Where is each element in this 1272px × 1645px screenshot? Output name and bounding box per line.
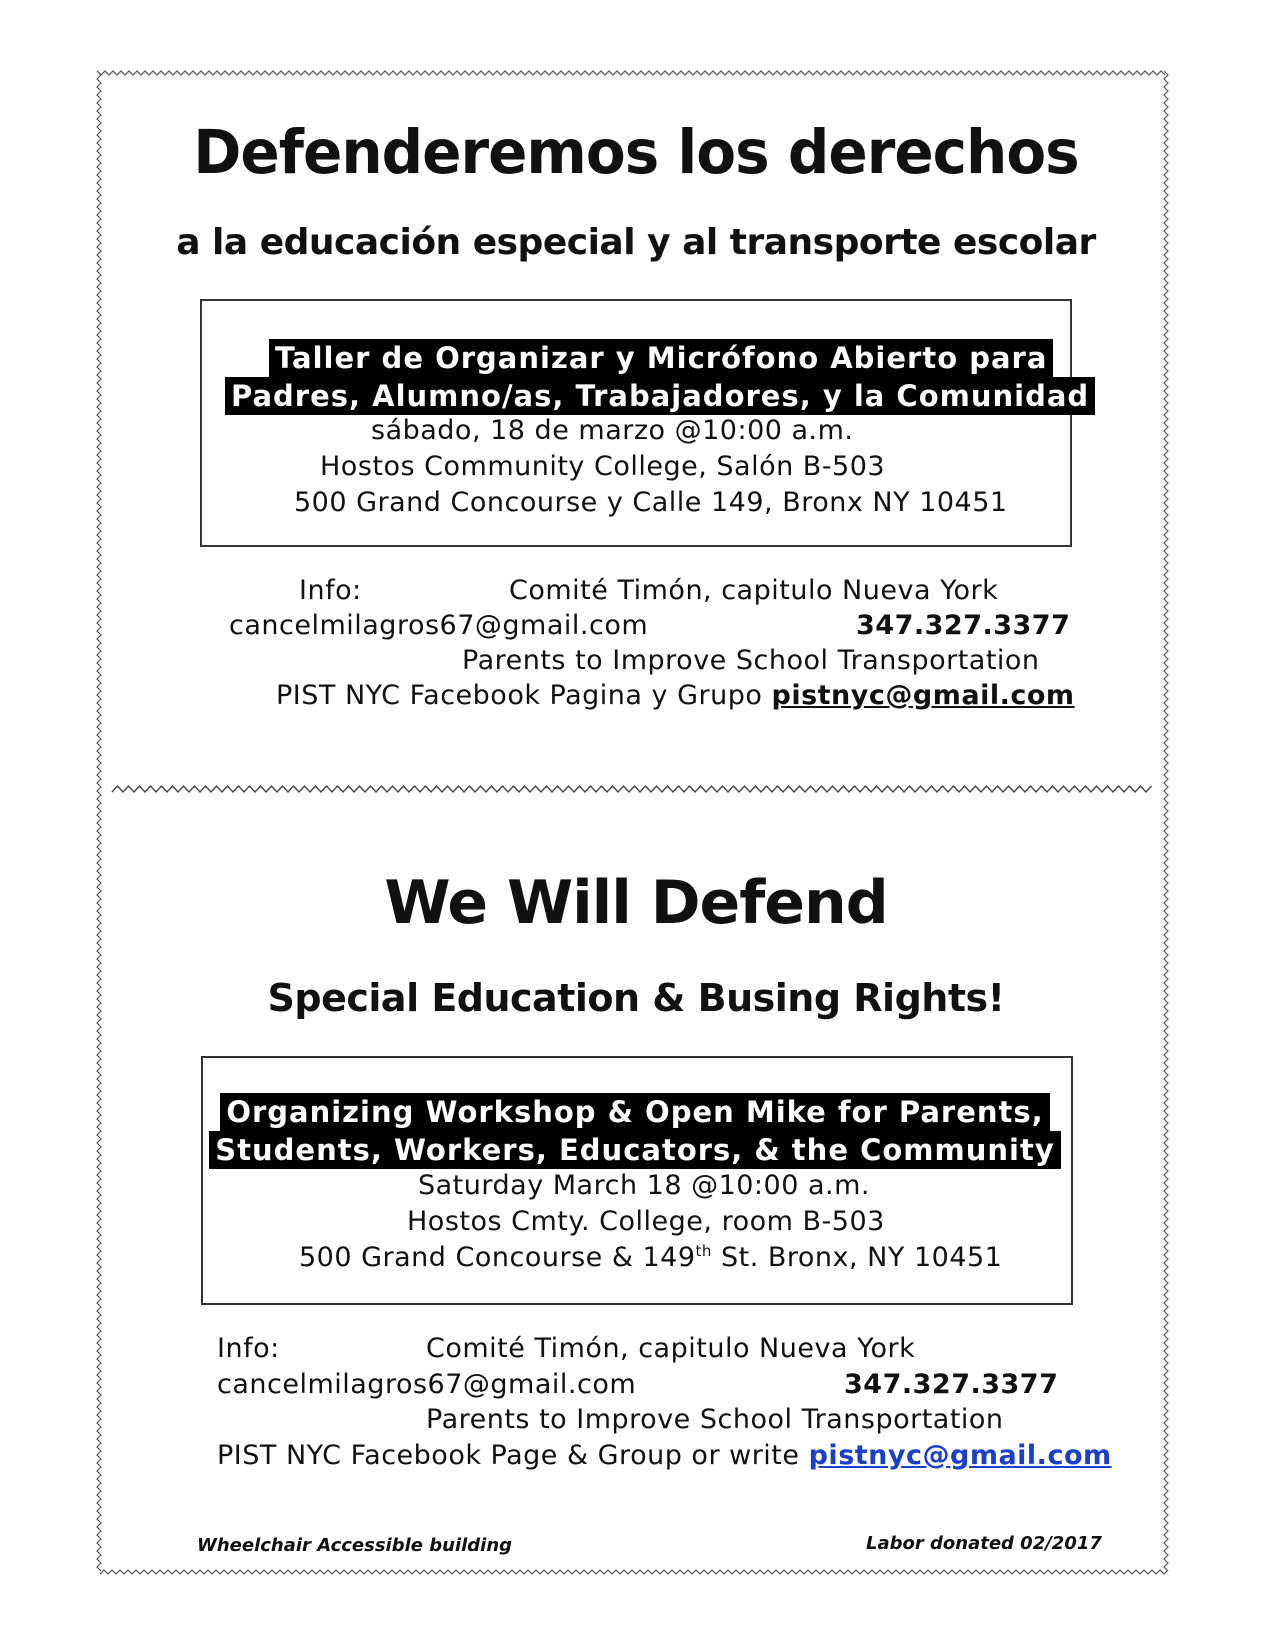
english-event-line2: Students, Workers, Educators, & the Community	[209, 1131, 1060, 1169]
english-facebook-text: PIST NYC Facebook Page & Group or write	[217, 1440, 800, 1471]
zigzag-bottom-border	[100, 1570, 1168, 1574]
english-facebook-email-link[interactable]: pistnyc@gmail.com	[808, 1440, 1112, 1471]
zigzag-top-border	[97, 71, 1165, 75]
spanish-event-line2: Padres, Alumno/as, Trabajadores, y la Comunidad	[225, 377, 1095, 415]
english-group: Parents to Improve School Transportation	[426, 1404, 1004, 1435]
english-info-label: Info:	[217, 1333, 280, 1364]
english-phone: 347.327.3377	[844, 1369, 1059, 1400]
english-address-ordinal: th	[695, 1242, 712, 1260]
spanish-info-label: Info:	[299, 575, 362, 606]
spanish-email[interactable]: cancelmilagros67@gmail.com	[229, 610, 649, 641]
spanish-address: 500 Grand Concourse y Calle 149, Bronx NY 10451	[294, 487, 1008, 518]
zigzag-right-border	[1164, 71, 1168, 1571]
spanish-date: sábado, 18 de marzo @10:00 a.m.	[371, 415, 854, 446]
zigzag-left-border	[97, 71, 101, 1571]
english-org: Comité Timón, capitulo Nueva York	[426, 1333, 916, 1364]
english-event-heading-2	[200, 1131, 1070, 1169]
spanish-event-line1: Taller de Organizar y Micrófono Abierto para	[269, 339, 1053, 377]
spanish-facebook-text: PIST NYC Facebook Pagina y Grupo	[276, 680, 763, 711]
english-date: Saturday March 18 @10:00 a.m.	[418, 1170, 870, 1201]
english-event-line1: Organizing Workshop & Open Mike for Parents,	[220, 1093, 1049, 1131]
spanish-phone: 347.327.3377	[856, 610, 1071, 641]
spanish-event-heading	[269, 339, 1048, 377]
spanish-title: Defenderemos los derechos	[193, 116, 1079, 188]
spanish-event-heading-2	[225, 377, 1090, 415]
spanish-facebook-email-link[interactable]: pistnyc@gmail.com	[771, 680, 1075, 711]
english-facebook	[217, 1440, 1112, 1471]
spanish-facebook	[276, 680, 1075, 711]
spanish-subtitle: a la educación especial y al transporte escolar	[176, 222, 1096, 263]
spanish-group: Parents to Improve School Transportation	[462, 645, 1040, 676]
footer-accessibility: Wheelchair Accessible building	[197, 1535, 513, 1556]
english-address-start: 500 Grand Concourse & 149	[299, 1242, 696, 1273]
english-event-heading	[200, 1093, 1070, 1131]
footer-labor-note: Labor donated 02/2017	[866, 1533, 1102, 1554]
english-address	[299, 1242, 1002, 1273]
english-venue: Hostos Cmty. College, room B-503	[407, 1206, 885, 1237]
spanish-org: Comité Timón, capitulo Nueva York	[509, 575, 999, 606]
english-title: We Will Defend	[384, 868, 888, 938]
english-address-end: St. Bronx, NY 10451	[711, 1242, 1003, 1273]
spanish-venue: Hostos Community College, Salón B-503	[320, 451, 886, 482]
english-email[interactable]: cancelmilagros67@gmail.com	[217, 1369, 637, 1400]
english-subtitle: Special Education & Busing Rights!	[267, 976, 1005, 1020]
zigzag-divider	[112, 786, 1152, 792]
